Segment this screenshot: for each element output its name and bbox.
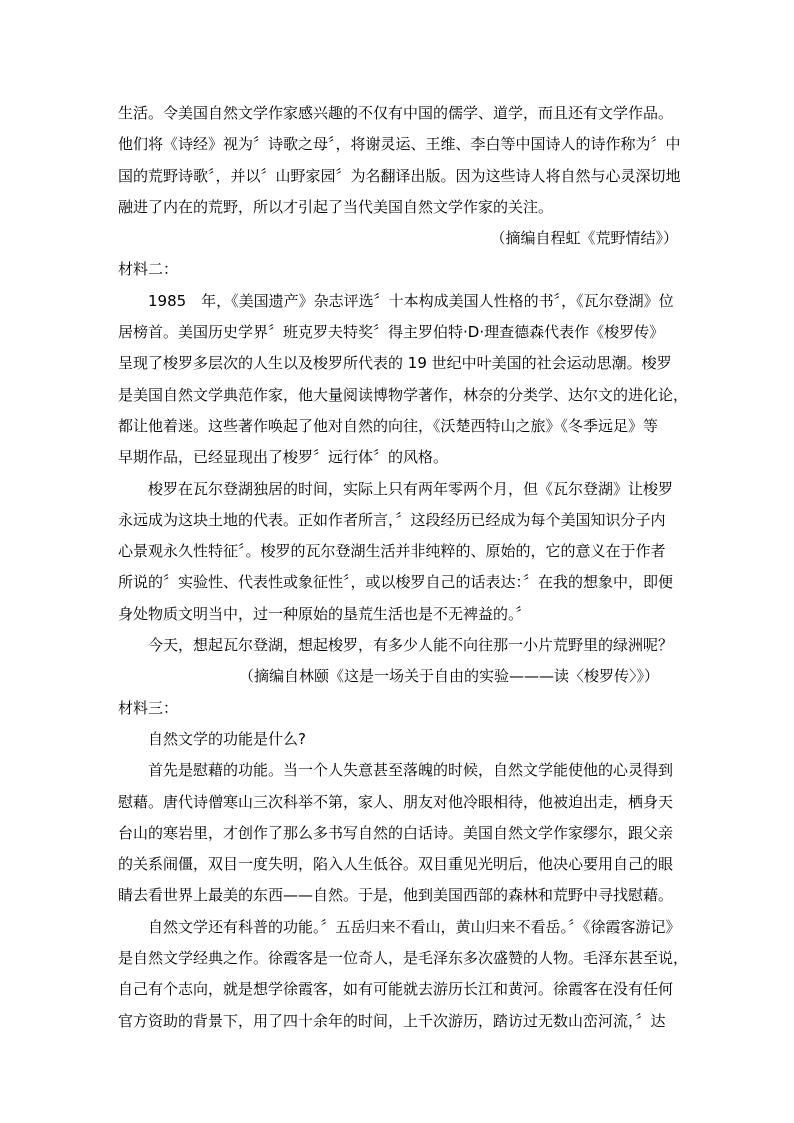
text-line: 睛去看世界上最美的东西——自然。于是，他到美国西部的森林和荒野中寻找慰藉。 — [118, 886, 674, 905]
source-citation: （摘编自林颐《这是一场关于自由的实验———读〈梭罗传〉》） — [239, 667, 660, 686]
text-line: 所说的〞实验性、代表性或象征性〞，或以梭罗自己的话表达：〞在我的想象中，即便 — [118, 573, 674, 592]
text-line: 1985 年，《美国遗产》杂志评选〞十本构成美国人性格的书〞，《瓦尔登湖》位 — [148, 291, 674, 310]
text-line: 自然文学的功能是什么? — [148, 729, 306, 748]
text-line: 呈现了梭罗多层次的人生以及梭罗所代表的 19 世纪中叶美国的社会运动思潮。梭罗 — [118, 354, 672, 373]
section-heading: 材料二： — [118, 260, 179, 279]
text-line: 慰藉。唐代诗僧寒山三次科举不第，家人、朋友对他冷眼相待，他被迫出走，栖身天 — [118, 792, 674, 811]
text-line: 官方资助的背景下，用了四十余年的时间，上千次游历，踏访过无数山峦河流，〞达 — [118, 1011, 666, 1030]
text-line: 国的荒野诗歌〞，并以〞山野家园〞为名翻译出版。因为这些诗人将自然与心灵深切地 — [118, 166, 681, 185]
text-line: 生活。令美国自然文学作家感兴趣的不仅有中国的儒学、道学，而且还有文学作品。 — [118, 104, 674, 122]
text-line: 的关系闹僵，双目一度失明，陷入人生低谷。双目重见光明后，他决心要用自己的眼 — [118, 855, 674, 874]
text-line: 梭罗在瓦尔登湖独居的时间，实际上只有两年零两个月，但《瓦尔登湖》让梭罗 — [148, 479, 674, 498]
text-line: 永远成为这块土地的代表。正如作者所言，〞这段经历已经成为每个美国知识分子内 — [118, 510, 666, 529]
text-line: 是自然文学经典之作。徐霞客是一位奇人，是毛泽东多次盛赞的人物。毛泽东甚至说， — [118, 949, 689, 968]
text-line: 台山的寒岩里，才创作了那么多书写自然的白话诗。美国自然文学作家缪尔，跟父亲 — [118, 823, 674, 842]
text-line: 今天，想起瓦尔登湖，想起梭罗，有多少人能不向往那一小片荒野里的绿洲呢？ — [148, 636, 674, 655]
text-line: 是美国自然文学典范作家，他大量阅读博物学著作，林奈的分类学、达尔文的进化论， — [118, 385, 689, 404]
text-line: 居榜首。美国历史学界〞班克罗夫特奖〞得主罗伯特·D·理查德森代表作《梭罗传》 — [118, 323, 665, 342]
text-line: 首先是慰藉的功能。当一个人失意甚至落魄的时候，自然文学能使他的心灵得到 — [148, 761, 674, 780]
text-line: 身处物质文明当中，过一种原始的垦荒生活也是不无裨益的。〞 — [118, 604, 531, 623]
source-citation: （摘编自程虹《荒野情结》） — [490, 229, 678, 248]
text-line: 融进了内在的荒野，所以才引起了当代美国自然文学作家的关注。 — [118, 197, 554, 216]
section-heading: 材料三： — [118, 698, 179, 717]
text-line: 自然文学还有科普的功能。〞五岳归来不看山，黄山归来不看岳。〞《徐霞客游记》 — [148, 917, 681, 936]
text-line: 自己有个志向，就是想学徐霞客，如有可能就去游历长江和黄河。徐霞客在没有任何 — [118, 980, 674, 999]
text-line: 早期作品，已经显现出了梭罗〞远行体〞的风格。 — [118, 448, 449, 467]
text-line: 他们将《诗经》视为〞诗歌之母〞，将谢灵运、王维、李白等中国诗人的诗作称为〞中 — [118, 135, 681, 154]
text-line: 心景观永久性特征〞。梭罗的瓦尔登湖生活并非纯粹的、原始的，它的意义在于作者 — [118, 542, 666, 561]
document-page — [118, 98, 689, 1037]
text-line: 都让他着迷。这些著作唤起了他对自然的向往，《沃楚西特山之旅》《冬季远足》等 — [118, 416, 659, 435]
